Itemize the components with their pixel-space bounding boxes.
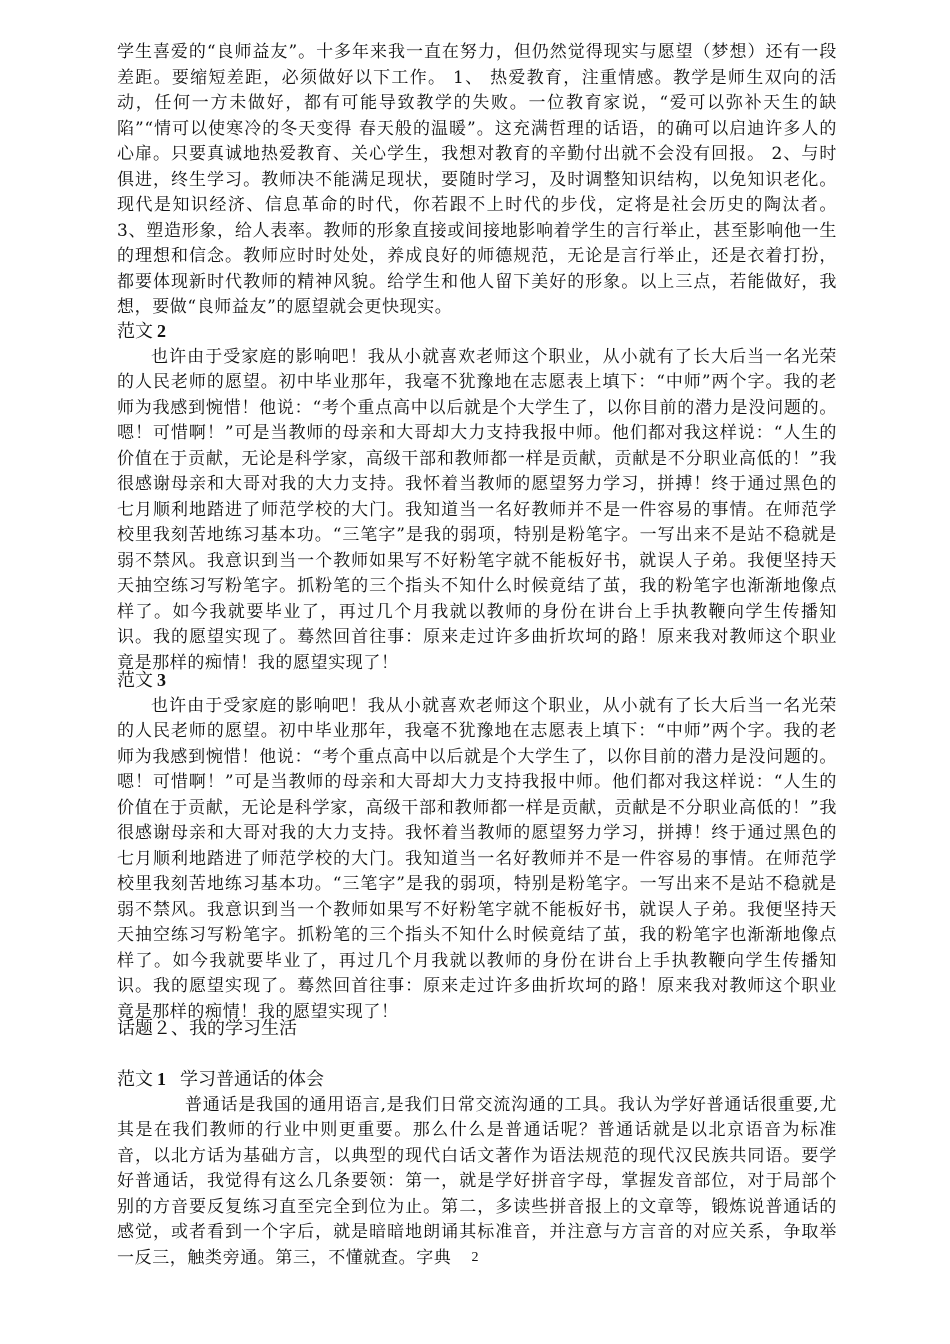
section-3-label: 范文 (117, 670, 153, 691)
section-2-block (117, 319, 837, 676)
page-number: 2 (471, 1250, 479, 1265)
topic-section-subtitle: 学习普通话的体会 (180, 1069, 324, 1090)
topic-heading: 话题２、我的学习生活 (117, 1018, 297, 1039)
topic-section-paragraph: 普通话是我国的通用语言,是我们日常交流沟通的工具。我认为学好普通话很重要,尤其是在我们教师的行业中则更重要。那么什么是普通话呢？普通话就是以北京语音为标准音，以北方话为基础方言，以典型的现代白话文著作为语法规范的现代汉民族共同语。要学好普通话，我觉得有这么几条要领：第一，就是学好拼音字母，掌握发音部位，对于局部个别的方音要反复练习直至完全到位为止。第二，多读些拼音报上的文章等，锻炼说普通话的感觉，或者看到一个字后，就是暗暗地朗诵其标准音，并注意与方言音的对应关系，争取举一反三，触类旁通。第三，不懂就查。字典 (117, 1094, 837, 1268)
topic-section-label: 范文 (117, 1069, 153, 1090)
section-2-number: 2 (157, 321, 166, 341)
section-3-block (117, 668, 837, 1025)
topic-section-heading (117, 1067, 837, 1093)
section-2-paragraph: 也许由于受家庭的影响吧！我从小就喜欢老师这个职业，从小就有了长大后当一名光荣的人民老师的愿望。初中毕业那年，我毫不犹豫地在志愿表上填下：“中师”两个字。我的老师为我感到惋惜！他说：“考个重点高中以后就是个大学生了，以你目前的潜力是没问题的。嗯！可惜啊！”可是当教师的母亲和大哥却大力支持我报中师。他们都对我这样说：“人生的价值在于贡献，无论是科学家，高级干部和教师都一样是贡献，贡献是不分职业高低的！”我很感谢母亲和大哥对我的大力支持。我怀着当教师的愿望努力学习，拼搏！终于通过黑色的七月顺利地踏进了师范学校的大门。我知道当一名好教师并不是一件容易的事情。在师范学校里我刻苦地练习基本功。“三笔字”是我的弱项，特别是粉笔字。一写出来不是站不稳就是弱不禁风。我意识到当一个教师如果写不好粉笔字就不能板好书，就误人子弟。我便坚持天天抽空练习写粉笔字。抓粉笔的三个指头不知什么时候竟结了茧，我的粉笔字也渐渐地像点样了。如今我就要毕业了，再过几个月我就以教师的身份在讲台上手执教鞭向学生传播知识。我的愿望实现了。蓦然回首往事：原来走过许多曲折坎坷的路！原来我对教师这个职业竟是那样的痴情！我的愿望实现了！ (117, 346, 837, 673)
continuation-block (117, 40, 837, 321)
topic-section-number: 1 (157, 1069, 166, 1089)
section-2-heading (117, 319, 837, 345)
section-2-label: 范文 (117, 321, 153, 342)
topic-section-block (117, 1067, 837, 1271)
topic-heading-block (117, 1016, 837, 1042)
section-3-heading (117, 668, 837, 694)
section-3-number: 3 (157, 670, 166, 690)
section-3-paragraph: 也许由于受家庭的影响吧！我从小就喜欢老师这个职业，从小就有了长大后当一名光荣的人民老师的愿望。初中毕业那年，我毫不犹豫地在志愿表上填下：“中师”两个字。我的老师为我感到惋惜！他说：“考个重点高中以后就是个大学生了，以你目前的潜力是没问题的。嗯！可惜啊！”可是当教师的母亲和大哥却大力支持我报中师。他们都对我这样说：“人生的价值在于贡献，无论是科学家，高级干部和教师都一样是贡献，贡献是不分职业高低的！”我很感谢母亲和大哥对我的大力支持。我怀着当教师的愿望努力学习，拼搏！终于通过黑色的七月顺利地踏进了师范学校的大门。我知道当一名好教师并不是一件容易的事情。在师范学校里我刻苦地练习基本功。“三笔字”是我的弱项，特别是粉笔字。一写出来不是站不稳就是弱不禁风。我意识到当一个教师如果写不好粉笔字就不能板好书，就误人子弟。我便坚持天天抽空练习写粉笔字。抓粉笔的三个指头不知什么时候竟结了茧，我的粉笔字也渐渐地像点样了。如今我就要毕业了，再过几个月我就以教师的身份在讲台上手执教鞭向学生传播知识。我的愿望实现了。蓦然回首往事：原来走过许多曲折坎坷的路！原来我对教师这个职业竟是那样的痴情！我的愿望实现了！ (117, 695, 837, 1022)
continuation-paragraph: 学生喜爱的“良师益友”。十多年来我一直在努力，但仍然觉得现实与愿望（梦想）还有一段差距。要缩短差距，必须做好以下工作。 1、 热爱教育，注重情感。教学是师生双向的活动，任何一方未做好，都有可能导致教学的失败。一位教育家说，“爱可以弥补天生的缺陷”“情可以使寒冷的冬天变得 春天般的温暖”。这充满哲理的话语，的确可以启迪许多人的心扉。只要真诚地热爱教育、关心学生，我想对教育的辛勤付出就不会没有回报。 2、与时俱进，终生学习。教师决不能满足现状，要随时学习，及时调整知识结构，以免知识老化。现代是知识经济、信息革命的时代，你若跟不上时代的步伐，定将是社会历史的陶汰者。 3、塑造形象，给人表率。教师的形象直接或间接地影响着学生的言行举止，甚至影响他一生的理想和信念。教师应时时处处，养成良好的师德规范，无论是言行举止，还是衣着打扮，都要体现新时代教师的精神风貌。给学生和他人留下美好的形象。以上三点，若能做好，我想，要做“良师益友”的愿望就会更快现实。 (117, 42, 837, 317)
